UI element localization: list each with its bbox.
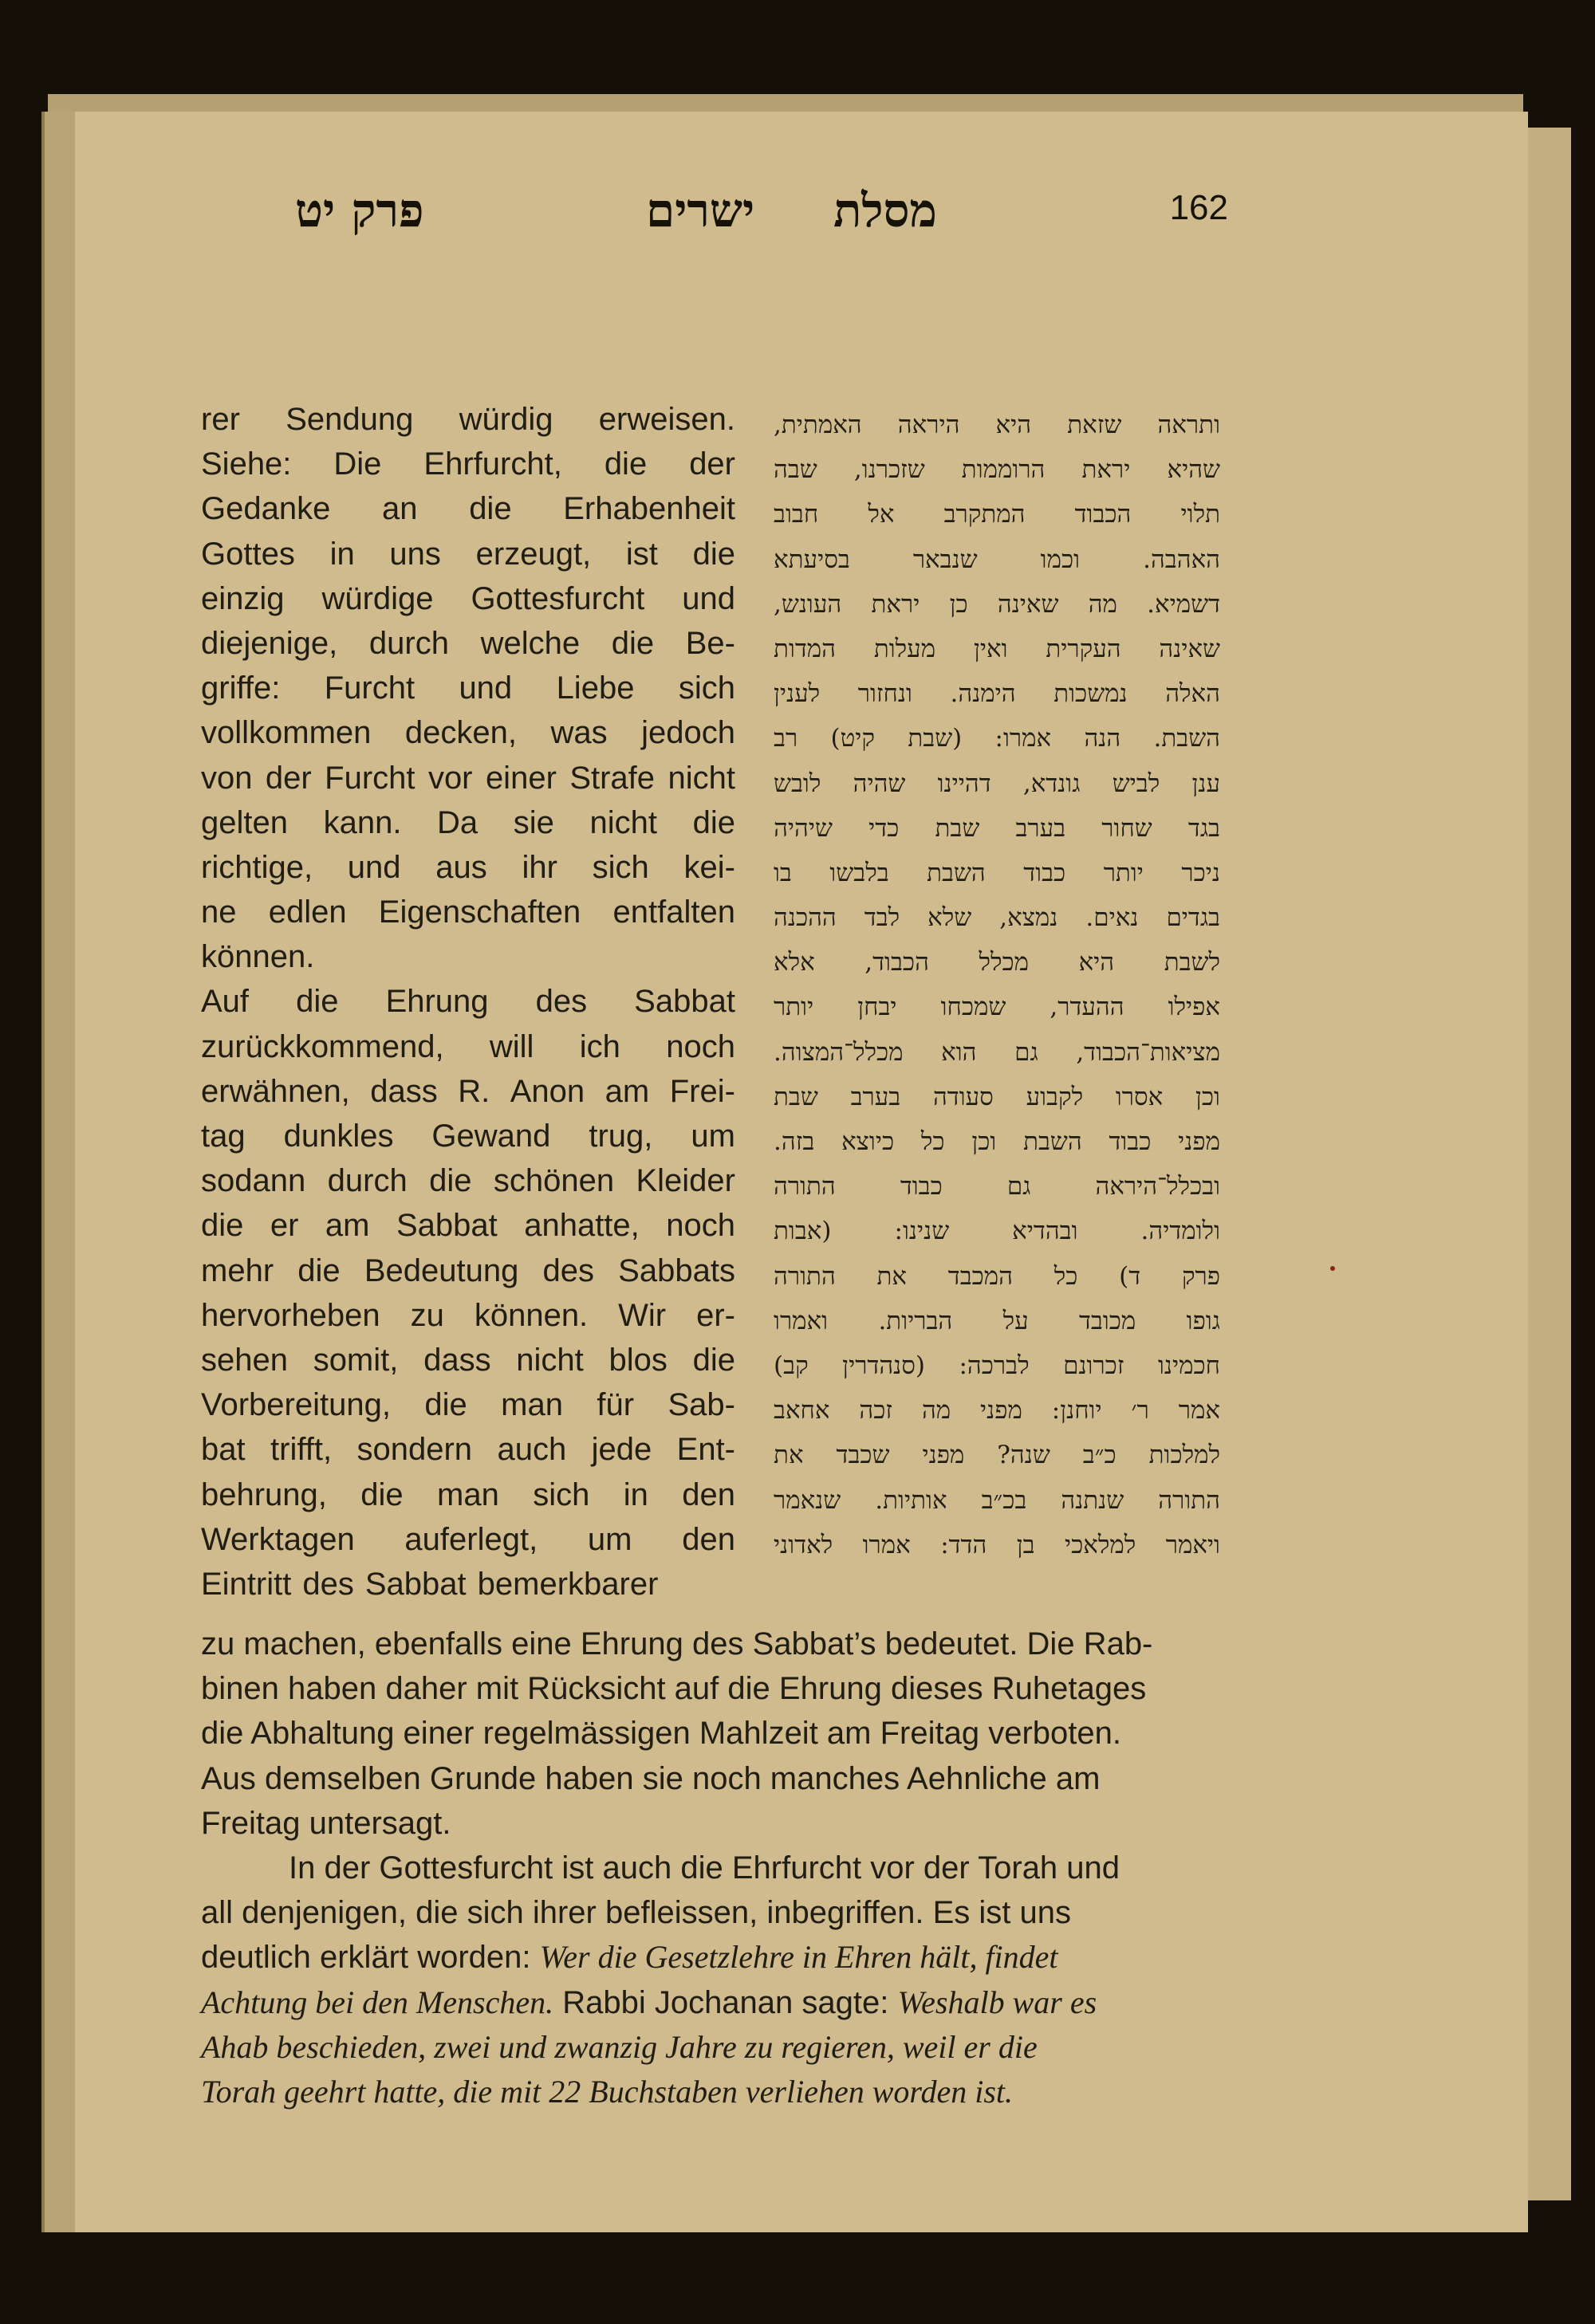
hebrew-column-line: מפני כבוד השבת וכן כל כיוצא בזה. [774,1127,1220,1156]
hebrew-column-line: ולומדיה. ובהדיא שנינו: (אבות [774,1217,1220,1246]
hebrew-column-line: חכמינו זכרונם לברכה: (סנהדרין קב) [774,1351,1220,1380]
german-column-line: bat trifft, sondern auch jede Ent- [201,1432,735,1468]
text-line: Freitag untersagt. [201,1805,451,1841]
hebrew-column-line: דשמיא. מה שאינה כן יראת העונש, [774,589,1220,619]
german-column-line: tag dunkles Gewand trug, um [201,1119,735,1154]
text-line: all denjenigen, die sich ihrer befleissen, inbegriffen. Es ist uns [201,1895,1072,1931]
text-line: Aus demselben Grunde haben sie noch manches Aehnliche am [201,1760,1101,1796]
quote-run: Wer die Gesetzlehre in Ehren hält, findet [539,1939,1058,1976]
paragraph-2 [201,1846,1226,2114]
text-run: deutlich erklärt worden: [201,1940,540,1976]
german-column-line: hervorheben zu können. Wir er- [201,1297,735,1333]
hebrew-column-line: שהיא יראת הרוממות שזכרנו, שבה [774,455,1220,485]
german-column-line: sehen somit, dass nicht blos die [201,1342,735,1378]
hebrew-column-line: ויאמר למלאכי בן הדד: אמרו לאדוני [774,1530,1220,1559]
hebrew-column-line: מציאות־הכבוד, גם הוא מכלל־המצוה. [774,1037,1220,1067]
hebrew-column-line: התורה שנתנה בכ״ב אותיות. שנאמר [774,1485,1220,1515]
text-line: In der Gottesfurcht ist auch die Ehrfurcht vor der Torah und [289,1850,1120,1886]
german-column-line: ne edlen Eigenschaften entfalten [201,895,735,930]
text-line: Ahab beschieden, zwei und zwanzig Jahre zu regieren, weil er die [201,2028,1038,2065]
german-column-line: Eintritt des Sabbat bemerkbarer [201,1566,659,1602]
hebrew-column [774,403,1220,1567]
hebrew-column-line: האהבה. וכמו שנבאר בסיעתא [774,545,1220,574]
german-column-line: mehr die Bedeutung des Sabbats [201,1252,735,1288]
german-column-line: von der Furcht vor einer Strafe nicht [201,760,735,796]
hebrew-column-line: פרק ד) כל המכבד את התורה [774,1261,1220,1291]
hebrew-column-line: האלה נמשכות הימנה. ונחזור לענין [774,679,1220,709]
page-number: 162 [1169,188,1228,227]
hebrew-column-line: ותראה שזאת היא היראה האמתית, [774,411,1220,439]
german-column-line: vollkommen decken, was jedoch [201,715,735,751]
hebrew-column-line: לשבת היא מכלל הכבוד, אלא [774,948,1220,977]
text-line: die Abhaltung einer regelmässigen Mahlzeit am Freitag verboten. [201,1716,1121,1752]
paragraph-1 [201,1622,1226,1846]
hebrew-column-line: שאינה העקרית ואין מעלות המדות [774,634,1220,663]
hebrew-column-line: גופו מכובד על הבריות. ואמרו [774,1306,1220,1335]
german-column-line: richtige, und aus ihr sich kei- [201,849,735,885]
text-line: binen haben daher mit Rücksicht auf die Ehrung dieses Ruhetages [201,1671,1147,1707]
german-column-line: sodann durch die schönen Kleider [201,1163,735,1199]
text-line: zu machen, ebenfalls eine Ehrung des Sabbat’s bedeutet. Die Rab- [201,1626,1153,1661]
hebrew-column-line: למלכות כ״ב שנה? מפני שכבד את [774,1441,1220,1470]
german-column-line: behrung, die man sich in den [201,1477,735,1512]
german-column-line: erwähnen, dass R. Anon am Frei- [201,1073,735,1109]
german-column-line: die er am Sabbat anhatte, noch [201,1208,735,1244]
hebrew-column-line: בגדים נאים. נמצא, שלא לבד ההכנה [774,903,1220,933]
hebrew-column-line: אמר ר׳ יוחנן: מפני מה זכה אחאב [774,1396,1220,1425]
german-column-line: Gedanke an die Erhabenheit [201,491,735,527]
german-column-line: Auf die Ehrung des Sabbat [201,984,735,1020]
quote-run: Achtung bei den Menschen. [201,1984,554,2020]
page-fold-shadow [45,112,75,2232]
running-head [199,183,1228,271]
hebrew-column-line: בגד שחור בערב שבת כדי שיהיה [774,813,1220,843]
german-column-line: griffe: Furcht und Liebe sich [201,670,735,706]
running-head-title-2: ישרים [646,183,755,238]
german-column-line: Werktagen auferlegt, um den [201,1521,735,1557]
hebrew-column-line: ובכלל־היראה גם כבוד התורה [774,1172,1220,1201]
text-line [201,1980,1226,2025]
full-width-text [201,1622,1226,2114]
quote-run: Weshalb war es [897,1984,1097,2020]
hebrew-column-line: ניכר יותר כבוד השבת בלבשו בו [774,858,1220,887]
text-line [201,1935,1226,1980]
hebrew-column-line: אפילו ההעדר, שמכחו יבחן יותר [774,993,1220,1022]
hebrew-column-line: השבת. הנה אמרו: (שבת קיט) רב [774,724,1220,753]
text-line: Torah geehrt hatte, die mit 22 Buchstaben verliehen worden ist. [201,2074,1014,2110]
german-column-line: zurückkommend, will ich noch [201,1028,735,1064]
german-column [201,397,735,1606]
german-column-line: Siehe: Die Ehrfurcht, die der [201,446,735,482]
german-column-line: rer Sendung würdig erweisen. [201,402,735,437]
german-column-line: diejenige, durch welche die Be- [201,625,735,661]
running-head-chapter: פרק יט [295,183,424,238]
german-column-line: gelten kann. Da sie nicht die [201,804,735,840]
text-run: Rabbi Jochanan sagte: [553,1984,898,2020]
german-column-line: Gottes in uns erzeugt, ist die [201,536,735,572]
german-column-line: einzig würdige Gottesfurcht und [201,580,735,616]
hebrew-column-line: ענן לביש גונדא, דהיינו שהיה לובש [774,769,1220,798]
german-column-line: Vorbereitung, die man für Sab- [201,1387,735,1423]
hebrew-column-line: וכן אסרו לקבוע סעודה בערב שבת [774,1082,1220,1111]
german-column-line: können. [201,939,315,975]
ink-speck [1330,1266,1335,1271]
running-head-title: מסלת [833,183,937,238]
hebrew-column-line: תלוי הכבוד המתקרב אל חבוב [774,500,1220,529]
